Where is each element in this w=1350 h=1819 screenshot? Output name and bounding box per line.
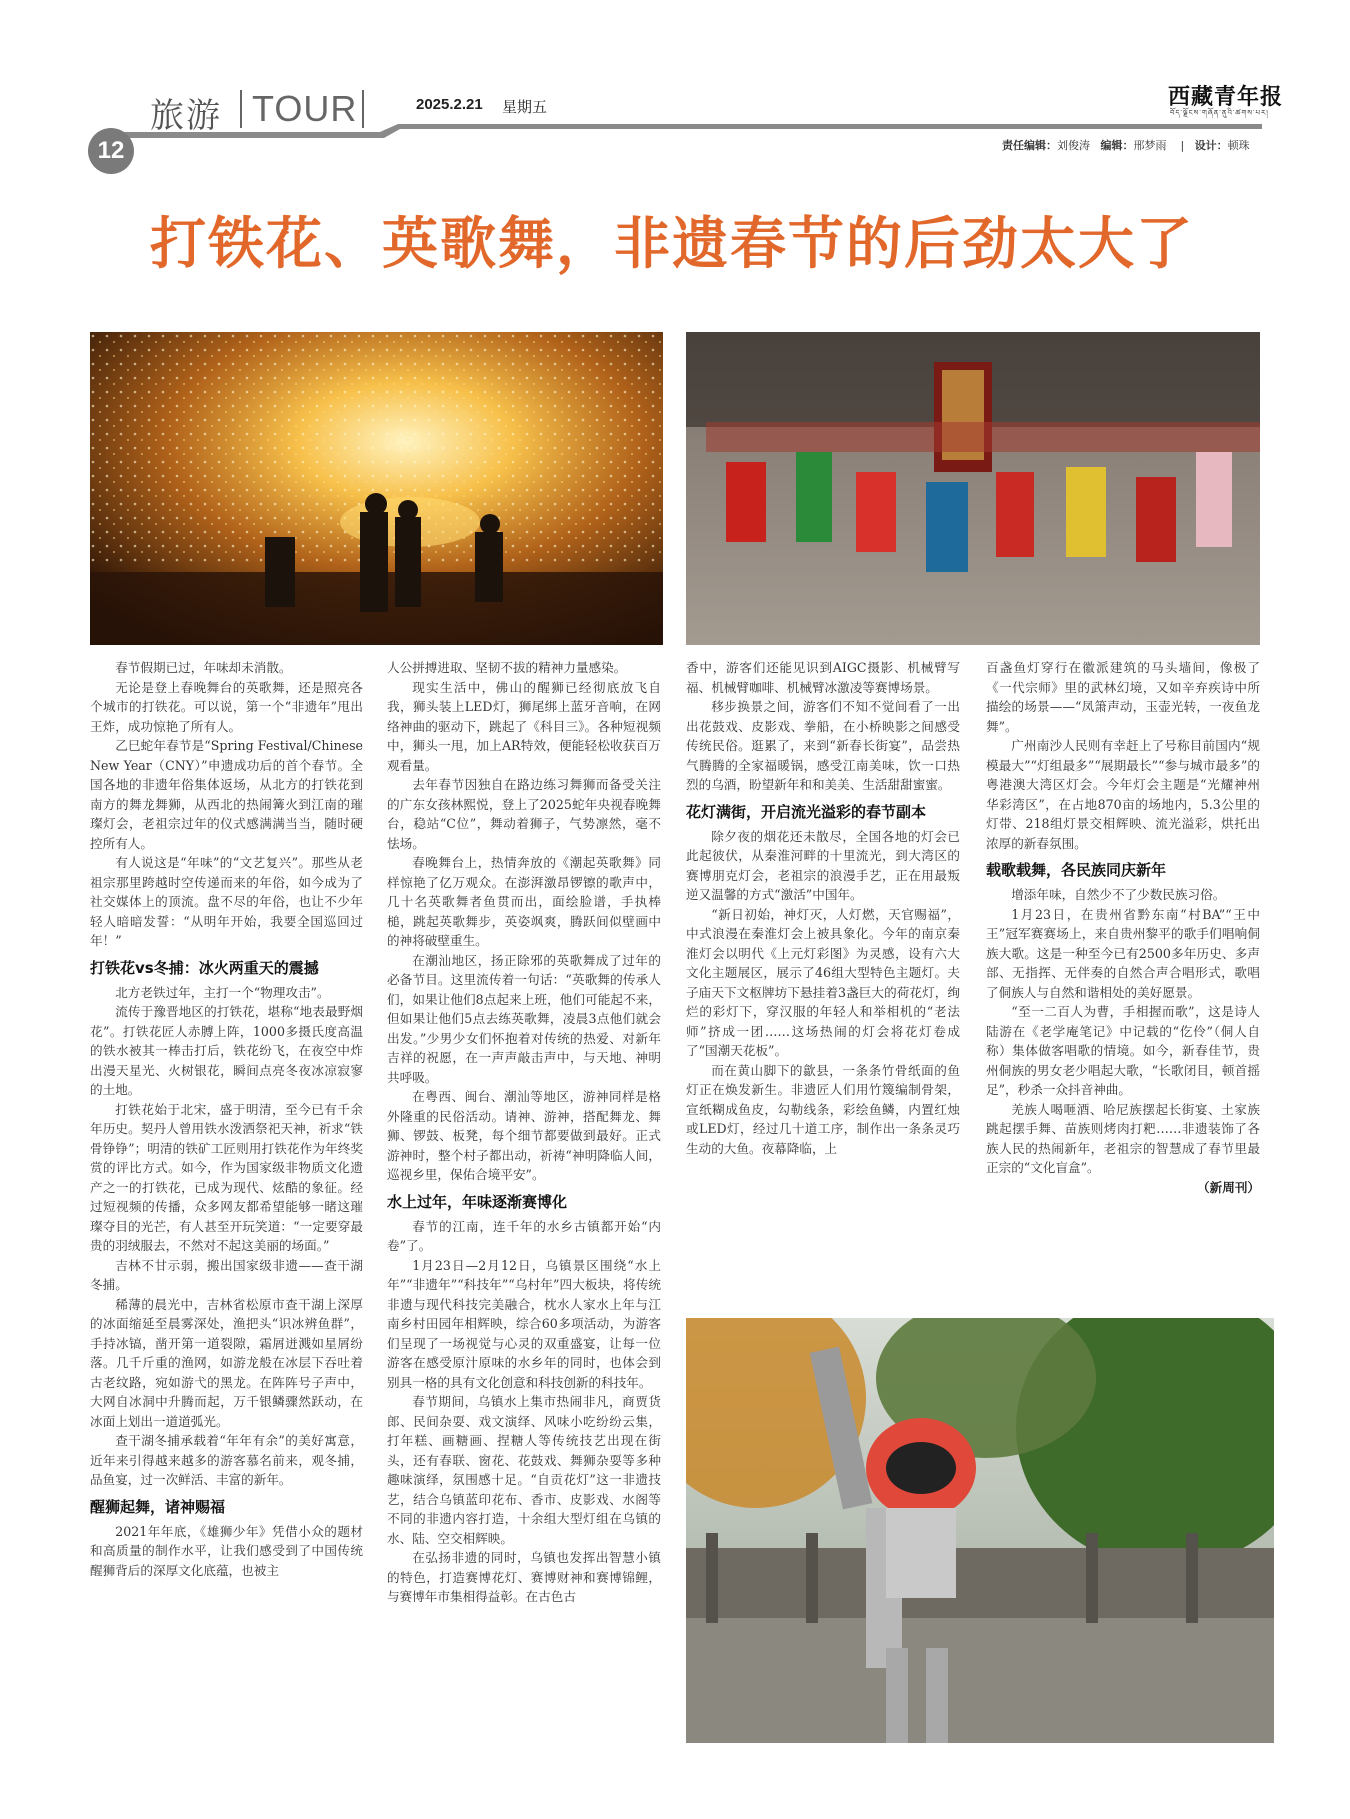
paragraph: 去年春节因独自在路边练习舞狮而备受关注的广东女孩林熙悦，登上了2025蛇年央视春晚舞台，稳站“C位”，舞动着狮子，气势凛然，毫不怯场。 [387,777,661,851]
paragraph: 春节假期已过，年味却未消散。 [115,660,292,675]
paragraph: 打铁花始于北宋，盛于明清，至今已有千余年历史。契丹人曾用铁水泼洒祭祀天神，祈求“铁骨铮铮”；明清的铁矿工匠则用打铁花作为年终奖赏的评比方式。如今，作为国家级非物质文化遗产之一的打铁花，已成为现代、炫酷的象征。经过短视频的传播，众多网友都希望能够一睹这璀璨夺目的光芒，有人甚至开玩笑道：“一定要穿最贵的羽绒服去，不然对不起这美丽的场面。” [90,1101,363,1253]
paragraph: 春节期间，乌镇水上集市热闹非凡，商贾货郎、民间杂耍、戏文演绎、风味小吃纷纷云集，打年糕、画糖画、捏糖人等传统技艺出现在街头，还有春联、窗花、花鼓戏、舞狮杂耍等多种趣味演绎，氛围感十足。“自贡花灯”这一非遗技艺，结合乌镇蓝印花布、香市、皮影戏、水阁等不同的非遗内容打造，十余组大型灯组在乌镇的水、陆、空交相辉映。 [387,1394,661,1546]
page-number: 12 [88,128,134,174]
paragraph: 在弘扬非遗的同时，乌镇也发挥出智慧小镇的特色，打造赛博花灯、赛博财神和赛博锦鲤，与赛博年市集相得益彰。在古色古 [387,1550,661,1604]
paragraph: 1月23日，在贵州省黔东南“村BA”“王中王”冠军赛赛场上，来自贵州黎平的歌手们唱响侗族大歌。这是一种至今已有2500多年历史、多声部、无指挥、无伴奏的自然合声合唱形式，歌唱了侗族人与自然和谐相处的美好愿景。 [986,906,1260,1000]
article-headline: 打铁花、英歌舞，非遗春节的后劲太大了 [150,212,1194,277]
issue-weekday: 星期五 [502,98,548,116]
paragraph: 乙巳蛇年春节是“Spring Festival/Chinese New Year（CNY）”申遗成功后的首个春节。全国各地的非遗年俗集体返场，从北方的打铁花到南方的舞龙舞狮，从西北的热闹篝火到江南的璀璨灯会，老祖宗过年的仪式感满满当当，随时硬控所有人。 [90,738,363,851]
paragraph: 春节的江南，连千年的水乡古镇都开始“内卷”了。 [387,1218,661,1253]
paragraph: 在粤西、闽台、潮汕等地区，游神同样是格外隆重的民俗活动。请神、游神，搭配舞龙、舞狮、锣鼓、板凳，每个细节都要做到最好。正式游神时，整个村子都出动，祈祷“神明降临人间，巡视乡里，保佑合境平安”。 [387,1089,661,1182]
paragraph: 增添年味，自然少不了少数民族习俗。 [1011,887,1226,902]
paragraph: 无论是登上春晚舞台的英歌舞，还是照亮各个城市的打铁花。可以说，第一个“非遗年”甩出王炸，成功惊艳了所有人。 [90,679,363,734]
subheading: 花灯满街，开启流光溢彩的春节副本 [686,802,927,821]
subheading: 水上过年，年味逐渐赛博化 [387,1192,568,1211]
paragraph: 香中，游客们还能见识到AIGC摄影、机械臂写福、机械臂咖啡、机械臂冰激凌等赛博场景。 [686,660,960,695]
section-name-cn: 旅游 [150,96,222,136]
subheading: 醒狮起舞，诸神赐福 [90,1497,226,1516]
article-source: （新周刊） [1197,1179,1260,1195]
paragraph: 有人说这是“年味”的“文艺复兴”。那些从老祖宗那里跨越时空传递而来的年俗，如今成为了社交媒体上的顶流。盘不尽的年俗，也让不少年轻人暗暗发誓：“从明年开始，我要全国巡回过年！” [90,855,363,948]
paragraph: 在潮汕地区，扬正除邪的英歌舞成了过年的必备节目。这里流传着一句话：“英歌舞的传承人们，如果让他们8点起来上班，他们可能起不来，但如果让他们5点去练英歌舞，凌晨3点他们就会出发。”少男少女们怀抱着对传统的热爱、对新年吉祥的祝愿，在一声声敲击声中，与天地、神明共呼吸。 [387,952,661,1085]
subheading: 载歌载舞，各民族同庆新年 [986,861,1167,879]
article-column-4 [986,658,1260,1197]
paragraph: 春晚舞台上，热情奔放的《潮起英歌舞》同样惊艳了亿万观众。在澎湃激昂锣镲的歌声中，几十名英歌舞者鱼贯而出，面绘脸谱，手执棒槌，跳起英歌舞步，英姿飒爽，腾跃间似壁画中的神将破壁重生。 [387,855,661,948]
section-name-en: TOUR [252,88,358,129]
paragraph: 北方老铁过年，主打一个“物理攻击”。 [115,984,330,1000]
paragraph: 查干湖冬捕承载着“年年有余”的美好寓意，近年来引得越来越多的游客慕名前来，观冬捕，品鱼宴，过一次鲜活、丰富的新年。 [90,1433,363,1487]
paragraph: 稀薄的晨光中，吉林省松原市查干湖上深厚的冰面缩延至晨雾深处，渔把头“识冰辨鱼群”，手持冰镐，凿开第一道裂隙，霜屑迸溅如星屑纷落。几千斤重的渔网，如游龙般在冰层下吞吐着古老纹路，宛如游弋的黑龙。在阵阵号子声中，大网自冰洞中升腾而起，万千银鳞骤然跃动，在冰面上划出一道道弧光。 [90,1296,363,1429]
editor-credits: 责任编辑：刘俊涛 编辑：邢梦雨 | 设计：顿珠 [1002,139,1250,152]
article-column-1 [90,658,363,1580]
paragraph: 2021年年底，《雄狮少年》凭借小众的题材和高质量的制作水平，让我们感受到了中国传统醒狮背后的深厚文化底蕴，也被主 [90,1523,363,1578]
paragraph: “至一二百人为曹，手相握而歌”，这是诗人陆游在《老学庵笔记》中记载的“仡伶”（侗人自称）集体做客唱歌的情境。如今，新春佳节，贵州侗族的男女老少唱起大歌，“长歌闭目，顿首摇足”，秒杀一众抖音神曲。 [986,1004,1260,1097]
photo-yingge-dance [686,332,1260,645]
newspaper-masthead-tibetan: བོད་ལྗོངས་གཞོན་ནུའི་ཚགས་པར། [1170,109,1269,117]
paragraph: 1月23日—2月12日，乌镇景区围绕“水上年”“非遗年”“科技年”“乌村年”四大板块，将传统非遗与现代科技完美融合，枕水人家水上年与江南乡村田园年相辉映，综合60多项活动，为游客们呈现了一场视觉与心灵的双重盛宴，让每一位游客在感受原汁原味的水乡年的同时，也体会到别具一格的具有文化创意和科技创新的科技年。 [387,1257,661,1390]
article-column-3 [686,658,960,1158]
paragraph: 除夕夜的烟花还未散尽，全国各地的灯会已此起彼伏，从秦淮河畔的十里流光，到大湾区的赛博朋克灯会，老祖宗的浪漫手艺，正在用最叛逆又温馨的方式“激活”中国年。 [686,828,960,902]
paragraph: 吉林不甘示弱，搬出国家级非遗——查干湖冬捕。 [90,1257,363,1292]
paragraph: 而在黄山脚下的歙县，一条条竹骨纸面的鱼灯正在焕发新生。非遗匠人们用竹篾编制骨架，宣纸糊成鱼皮，勾勒线条，彩绘鱼鳞，内置红烛或LED灯，经过几十道工序，制作出一条条灵巧生动的大鱼。夜幕降临，上 [686,1062,960,1156]
paragraph: 广州南沙人民则有幸赶上了号称目前国内“规模最大”“灯组最多”“展期最长”“参与城市最多”的粤港澳大湾区灯会。今年灯会主题是“光耀神州 华彩湾区”，在占地870亩的场地内，5.3公里的灯带、218组灯景交相辉映、流光溢彩，烘托出浓厚的新春氛围。 [986,738,1260,851]
issue-date: 2025.2.21 [416,96,483,113]
photo-iron-flower [90,332,663,645]
subheading: 打铁花vs冬捕：冰火两重天的震撼 [90,958,319,977]
paragraph: “新日初始，神灯灭，人灯燃，天官赐福”，中式浪漫在秦淮灯会上被具象化。今年的南京秦淮灯会以明代《上元灯彩图》为灵感，设有六大文化主题展区，展示了46组大型特色主题灯。夫子庙天下文枢牌坊下悬挂着3盏巨大的荷花灯，绚烂的彩灯下，穿汉服的年轻人和举相机的“老法师”挤成一团……这场热闹的灯会将花灯卷成了“国潮天花板”。 [686,906,960,1058]
paragraph: 羌族人喝咂酒、哈尼族摆起长街宴、土家族跳起摆手舞、苗族则烤肉打粑……非遗装饰了各族人民的热闹新年，老祖宗的智慧成了春节里最正宗的“文化盲盒”。 [986,1101,1260,1175]
paragraph: 移步换景之间，游客们不知不觉间看了一出出花鼓戏、皮影戏、拳船，在小桥映影之间感受传统民俗。逛累了，来到“新春长街宴”，品尝热气腾腾的全家福暖锅，感受江南美味，饮一口热烈的乌酒，盼望新年和和美美、生活甜甜蜜蜜。 [686,699,960,792]
paragraph: 百盏鱼灯穿行在徽派建筑的马头墙间，像极了《一代宗师》里的武林幻境，又如辛弃疾诗中所描绘的场景——“凤箫声动，玉壶光转，一夜鱼龙舞”。 [986,660,1260,734]
newspaper-masthead: 西藏青年报 [1168,84,1284,110]
article-column-2 [387,658,661,1607]
photo-robot-lion-dance [686,1318,1274,1743]
paragraph: 现实生活中，佛山的醒狮已经彻底放飞自我，狮头装上LED灯，狮尾绑上蓝牙音响，在网络神曲的驱动下，跳起了《科目三》。各种短视频中，狮头一甩，加上AR特效，便能轻松收获百万观看量。 [387,679,661,773]
paragraph: 流传于豫晋地区的打铁花，堪称“地表最野烟花”。打铁花匠人赤膊上阵，1000多摄氏度高温的铁水被其一棒击打后，铁花纷飞，在夜空中炸出漫天星光、火树银花，瞬间点亮冬夜冰凉寂寥的土地。 [90,1004,363,1097]
paragraph: 人公拼搏进取、坚韧不拔的精神力量感染。 [387,660,627,675]
